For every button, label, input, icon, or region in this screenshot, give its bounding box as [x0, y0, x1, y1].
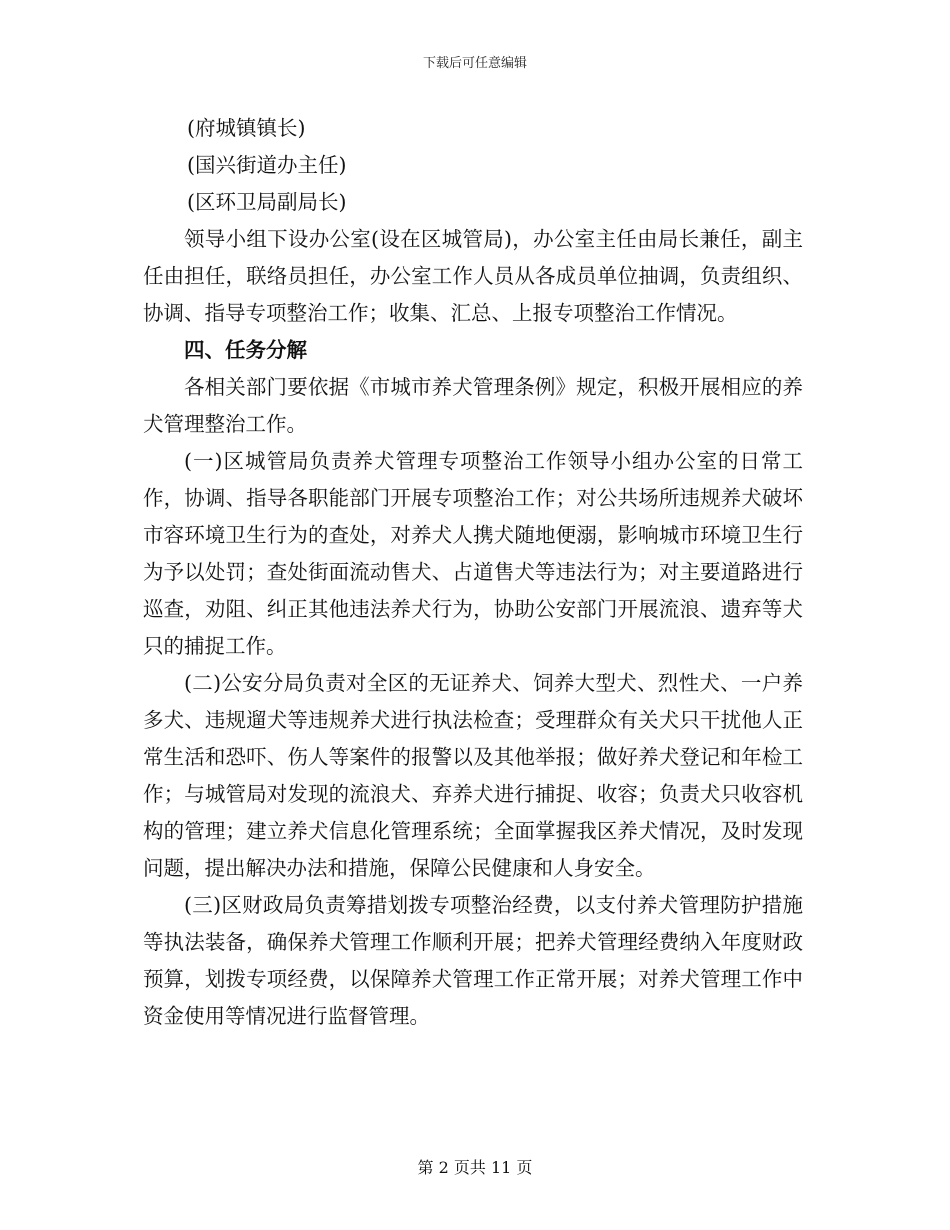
- member-line: (国兴街道办主任): [187, 153, 347, 177]
- page-number: 第 2 页共 11 页: [417, 1158, 533, 1177]
- task-paragraph-2: (二)公安分局负责对全区的无证养犬、饲养大型犬、烈性犬、一户养多犬、违规遛犬等违规养犬进行执法检查；受理群众有关犬只干扰他人正常生活和恐吓、伤人等案件的报警以及其他举报；做好养犬登记和年检工作；与城管局对发现的流浪犬、弃养犬进行捕捉、收容；负责犬只收容机构的管理；建立养犬信息化管理系统；全面掌握我区养犬情况，及时发现问题，提出解决办法和措施，保障公民健康和人身安全。: [143, 671, 803, 880]
- member-line: (区环卫局副局长): [187, 190, 347, 214]
- document-body: [143, 110, 803, 1035]
- member-line: (府城镇镇长): [187, 116, 306, 140]
- section-heading: 四、任务分解: [184, 338, 307, 362]
- office-paragraph: 领导小组下设办公室(设在区城管局)，办公室主任由局长兼任，副主任由担任，联络员担任，办公室工作人员从各成员单位抽调，负责组织、协调、指导专项整治工作；收集、汇总、上报专项整治工作情况。: [143, 227, 803, 325]
- page-header: 下载后可任意编辑: [422, 56, 527, 71]
- task-paragraph-3: (三)区财政局负责筹措划拨专项整治经费，以支付养犬管理防护措施等执法装备，确保养犬管理工作顺利开展；把养犬管理经费纳入年度财政预算，划拨专项经费，以保障养犬管理工作正常开展；对养犬管理工作中资金使用等情况进行监督管理。: [143, 893, 803, 1028]
- intro-paragraph: 各相关部门要依据《市城市养犬管理条例》规定，积极开展相应的养犬管理整治工作。: [143, 375, 803, 436]
- task-paragraph-1: (一)区城管局负责养犬管理专项整治工作领导小组办公室的日常工作，协调、指导各职能部门开展专项整治工作；对公共场所违规养犬破坏市容环境卫生行为的查处，对养犬人携犬随地便溺，影响城市环境卫生行为予以处罚；查处街面流动售犬、占道售犬等违法行为；对主要道路进行巡查，劝阻、纠正其他违法养犬行为，协助公安部门开展流浪、遗弃等犬只的捕捉工作。: [143, 449, 803, 658]
